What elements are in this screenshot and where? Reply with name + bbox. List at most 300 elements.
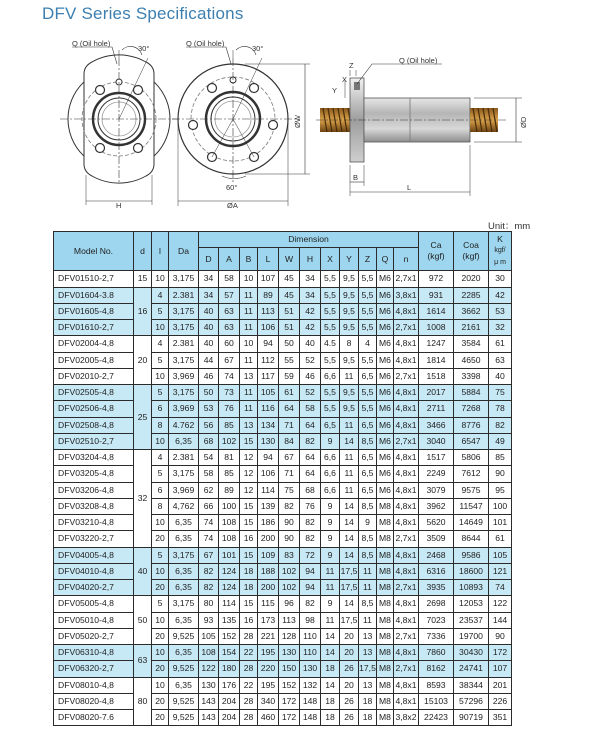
table-cell: 8,5 xyxy=(359,596,377,612)
table-cell: 61 xyxy=(489,531,512,547)
table-cell: 64 xyxy=(279,401,300,417)
dim-a-label: ØA xyxy=(227,201,238,210)
header-dim-l: L xyxy=(258,248,279,271)
table-cell: 130 xyxy=(199,677,219,693)
table-cell: 74 xyxy=(219,368,240,384)
table-cell: 6,35 xyxy=(169,677,199,693)
table-cell: 3509 xyxy=(419,531,454,547)
table-cell: 76 xyxy=(300,498,321,514)
header-ca-label: Ca xyxy=(430,240,442,251)
table-cell: M6 xyxy=(377,450,394,466)
table-cell: 6,35 xyxy=(169,645,199,661)
table-cell: 2,7x1 xyxy=(394,320,419,336)
table-cell: 6,35 xyxy=(169,433,199,449)
table-cell: 20 xyxy=(152,693,169,709)
table-cell: 101 xyxy=(489,515,512,531)
table-cell: 53 xyxy=(489,303,512,319)
table-cell: 108 xyxy=(219,515,240,531)
table-cell: 90 xyxy=(279,531,300,547)
table-cell: 15 xyxy=(240,515,258,531)
table-cell: 16 xyxy=(240,531,258,547)
table-cell: M8 xyxy=(377,677,394,693)
table-cell: 56 xyxy=(199,417,219,433)
table-cell: 2,7x1 xyxy=(394,628,419,644)
table-cell: 9 xyxy=(321,433,340,449)
table-cell: 45 xyxy=(279,271,300,287)
table-cell: 12 xyxy=(240,482,258,498)
table-cell: 1247 xyxy=(419,336,454,352)
table-cell: 3,175 xyxy=(169,352,199,368)
table-header-row-1 xyxy=(54,232,512,248)
table-cell: 6,35 xyxy=(169,515,199,531)
table-cell: 5,5 xyxy=(359,352,377,368)
table-cell: 100 xyxy=(489,498,512,514)
header-dim-z: Z xyxy=(359,248,377,271)
table-cell: 89 xyxy=(219,482,240,498)
table-cell: 50 xyxy=(199,385,219,401)
table-cell: 3,175 xyxy=(169,271,199,287)
table-cell: 5 xyxy=(152,303,169,319)
table-cell: 14 xyxy=(340,515,359,531)
table-cell: 154 xyxy=(219,645,240,661)
table-cell: 52 xyxy=(300,385,321,401)
model-cell: DFV04020-2,7 xyxy=(54,580,134,596)
model-cell: DFV01610-2,7 xyxy=(54,320,134,336)
table-cell: 134 xyxy=(258,417,279,433)
table-cell: 6 xyxy=(152,401,169,417)
table-cell: M6 xyxy=(377,336,394,352)
table-cell: 22423 xyxy=(419,710,454,726)
table-cell: 4,8x1 xyxy=(394,385,419,401)
header-dim-b: B xyxy=(240,248,258,271)
oil-hole-label-middle: Q (Oil hole) xyxy=(186,39,225,48)
table-cell: 7860 xyxy=(419,645,454,661)
table-row xyxy=(54,352,512,368)
table-cell: 40 xyxy=(489,368,512,384)
table-cell: 51 xyxy=(279,320,300,336)
table-cell: 66 xyxy=(199,498,219,514)
table-cell: 113 xyxy=(258,303,279,319)
table-cell: 2017 xyxy=(419,385,454,401)
table-cell: 28 xyxy=(240,693,258,709)
table-cell: 5620 xyxy=(419,515,454,531)
table-cell: 34 xyxy=(199,271,219,287)
dim-w-label: ØW xyxy=(293,115,302,128)
table-cell: 11 xyxy=(321,612,340,628)
table-cell: 148 xyxy=(300,693,321,709)
table-cell: 75 xyxy=(489,385,512,401)
table-cell: M6 xyxy=(377,417,394,433)
header-dimension: Dimension xyxy=(199,232,419,248)
table-cell: 116 xyxy=(258,401,279,417)
specifications-table xyxy=(53,231,512,726)
dim-y-label: Y xyxy=(332,86,338,95)
table-cell: 85 xyxy=(219,417,240,433)
table-cell: 26 xyxy=(340,693,359,709)
model-cell: DFV06320-2,7 xyxy=(54,661,134,677)
table-cell: 4,8x1 xyxy=(394,482,419,498)
header-coa xyxy=(454,232,489,271)
table-cell: 94 xyxy=(258,450,279,466)
table-cell: 144 xyxy=(489,612,512,628)
header-coa-label: Coa xyxy=(463,240,479,251)
table-cell: 6,6 xyxy=(321,368,340,384)
table-cell: 5,5 xyxy=(321,401,340,417)
table-cell: 74 xyxy=(199,531,219,547)
table-cell: 9 xyxy=(321,547,340,563)
table-cell: 8,5 xyxy=(359,531,377,547)
table-cell: 130 xyxy=(258,433,279,449)
group-d-cell: 20 xyxy=(134,336,152,385)
table-cell: 67 xyxy=(219,352,240,368)
table-cell: 15 xyxy=(240,433,258,449)
table-cell: 122 xyxy=(489,596,512,612)
table-cell: 52 xyxy=(300,352,321,368)
table-cell: 4,8x1 xyxy=(394,547,419,563)
table-cell: 2,7x1 xyxy=(394,433,419,449)
table-cell: 221 xyxy=(258,628,279,644)
model-cell: DFV05010-4,8 xyxy=(54,612,134,628)
table-cell: 150 xyxy=(279,661,300,677)
table-cell: 172 xyxy=(279,710,300,726)
group-d-cell: 15 xyxy=(134,271,152,287)
table-cell: 3,175 xyxy=(169,385,199,401)
table-cell: 226 xyxy=(489,693,512,709)
table-cell: 11 xyxy=(240,320,258,336)
table-cell: 108 xyxy=(219,531,240,547)
table-cell: M8 xyxy=(377,661,394,677)
table-cell: 9 xyxy=(359,515,377,531)
table-cell: 112 xyxy=(258,352,279,368)
table-row xyxy=(54,531,512,547)
table-cell: 18 xyxy=(359,693,377,709)
table-cell: 6,5 xyxy=(359,417,377,433)
table-cell: M6 xyxy=(377,482,394,498)
table-cell: 59 xyxy=(279,368,300,384)
table-cell: 11 xyxy=(240,385,258,401)
group-d-cell: 50 xyxy=(134,596,152,645)
angle-30-middle: 30° xyxy=(252,44,264,53)
table-row xyxy=(54,336,512,352)
table-cell: 3584 xyxy=(454,336,489,352)
table-row xyxy=(54,433,512,449)
table-cell: 130 xyxy=(300,661,321,677)
table-cell: 6,35 xyxy=(169,531,199,547)
table-cell: 188 xyxy=(258,563,279,579)
table-cell: 40 xyxy=(199,320,219,336)
table-cell: 63 xyxy=(219,303,240,319)
table-cell: 81 xyxy=(219,450,240,466)
table-cell: 5,5 xyxy=(359,401,377,417)
oil-hole-label-side: Q (Oil hole) xyxy=(399,56,438,65)
table-cell: 40 xyxy=(199,303,219,319)
header-dim-h: H xyxy=(300,248,321,271)
table-cell: 4.762 xyxy=(169,417,199,433)
table-cell: 931 xyxy=(419,287,454,303)
table-cell: 6,35 xyxy=(169,563,199,579)
table-cell: 8162 xyxy=(419,661,454,677)
model-cell: DFV05020-2,7 xyxy=(54,628,134,644)
table-cell: 90719 xyxy=(454,710,489,726)
table-cell: 71 xyxy=(279,417,300,433)
table-cell: 5 xyxy=(152,466,169,482)
table-cell: 13 xyxy=(359,645,377,661)
table-row xyxy=(54,271,512,287)
table-cell: 195 xyxy=(258,677,279,693)
table-cell: 11 xyxy=(359,580,377,596)
table-cell: 20 xyxy=(152,628,169,644)
model-cell: DFV03208-4,8 xyxy=(54,498,134,514)
header-k-unit2: μ m xyxy=(494,259,506,267)
table-cell: 11 xyxy=(321,563,340,579)
header-k-unit1: kgf/ xyxy=(494,247,506,255)
table-row xyxy=(54,401,512,417)
table-cell: 109 xyxy=(258,547,279,563)
table-cell: 105 xyxy=(489,547,512,563)
table-cell: 114 xyxy=(258,482,279,498)
table-cell: 2.381 xyxy=(169,336,199,352)
table-row xyxy=(54,368,512,384)
header-da: Da xyxy=(169,232,199,271)
table-cell: 58 xyxy=(219,271,240,287)
table-cell: 13 xyxy=(359,628,377,644)
table-cell: 12 xyxy=(240,466,258,482)
table-cell: 64 xyxy=(300,450,321,466)
table-cell: 10 xyxy=(152,433,169,449)
table-cell: 44 xyxy=(199,352,219,368)
table-cell: 204 xyxy=(219,693,240,709)
table-cell: 2.381 xyxy=(169,450,199,466)
table-cell: 1517 xyxy=(419,450,454,466)
table-cell: 114 xyxy=(219,596,240,612)
table-cell: 34 xyxy=(300,271,321,287)
table-cell: 16 xyxy=(240,612,258,628)
table-cell: 106 xyxy=(258,320,279,336)
table-cell: 26 xyxy=(340,710,359,726)
table-cell: 117 xyxy=(258,368,279,384)
table-cell: 96 xyxy=(279,596,300,612)
table-row xyxy=(54,385,512,401)
table-cell: 9,525 xyxy=(169,661,199,677)
table-cell: 2161 xyxy=(454,320,489,336)
table-cell: 51 xyxy=(279,303,300,319)
table-cell: 176 xyxy=(219,677,240,693)
table-cell: 10 xyxy=(152,645,169,661)
table-cell: 201 xyxy=(489,677,512,693)
table-cell: 3398 xyxy=(454,368,489,384)
group-d-cell: 63 xyxy=(134,645,152,678)
table-cell: 11 xyxy=(340,368,359,384)
table-cell: 5 xyxy=(152,547,169,563)
table-cell: 18 xyxy=(321,693,340,709)
table-cell: 9,5 xyxy=(340,352,359,368)
table-cell: 82 xyxy=(489,417,512,433)
table-cell: 5,5 xyxy=(359,287,377,303)
table-cell: 23537 xyxy=(454,612,489,628)
table-cell: 11 xyxy=(359,612,377,628)
table-cell: 15 xyxy=(240,498,258,514)
table-cell: M8 xyxy=(377,531,394,547)
table-cell: 143 xyxy=(199,693,219,709)
table-cell: M8 xyxy=(377,693,394,709)
header-k-label: K xyxy=(497,234,503,245)
table-cell: M8 xyxy=(377,596,394,612)
table-cell: 20 xyxy=(152,531,169,547)
table-cell: 22 xyxy=(240,645,258,661)
table-cell: 98 xyxy=(300,612,321,628)
table-cell: 14 xyxy=(340,531,359,547)
model-cell: DFV04005-4,8 xyxy=(54,547,134,563)
table-cell: 83 xyxy=(279,547,300,563)
table-cell: M6 xyxy=(377,433,394,449)
table-cell: M6 xyxy=(377,320,394,336)
table-row xyxy=(54,498,512,514)
table-cell: 2,7x1 xyxy=(394,580,419,596)
table-cell: 58 xyxy=(199,466,219,482)
table-row xyxy=(54,417,512,433)
table-cell: 5,5 xyxy=(321,352,340,368)
table-cell: 11547 xyxy=(454,498,489,514)
table-row xyxy=(54,596,512,612)
table-cell: 5 xyxy=(152,596,169,612)
table-cell: 4 xyxy=(152,336,169,352)
model-cell: DFV01604-3.8 xyxy=(54,287,134,303)
table-cell: 14 xyxy=(321,677,340,693)
model-cell: DFV02506-4,8 xyxy=(54,401,134,417)
table-cell: 82 xyxy=(199,580,219,596)
table-cell: 3,175 xyxy=(169,547,199,563)
table-cell: 5,5 xyxy=(321,385,340,401)
table-cell: 460 xyxy=(258,710,279,726)
table-cell: 64 xyxy=(300,417,321,433)
table-cell: 5,5 xyxy=(321,320,340,336)
table-row xyxy=(54,450,512,466)
table-cell: 90 xyxy=(489,466,512,482)
table-cell: 135 xyxy=(219,612,240,628)
table-cell: 18 xyxy=(321,710,340,726)
model-cell: DFV03205-4,8 xyxy=(54,466,134,482)
table-cell: 82 xyxy=(300,515,321,531)
table-cell: 3,8x1 xyxy=(394,287,419,303)
model-cell: DFV08020-4,8 xyxy=(54,693,134,709)
table-cell: 82 xyxy=(300,433,321,449)
table-cell: 9,5 xyxy=(340,287,359,303)
table-cell: 20 xyxy=(340,628,359,644)
table-cell: 15 xyxy=(240,547,258,563)
table-cell: 26 xyxy=(340,661,359,677)
table-cell: 24741 xyxy=(454,661,489,677)
table-cell: 5,5 xyxy=(321,271,340,287)
table-cell: M8 xyxy=(377,515,394,531)
table-cell: 19700 xyxy=(454,628,489,644)
page-title: DFV Series Specifications xyxy=(42,4,244,23)
table-cell: 61 xyxy=(489,336,512,352)
table-cell: 20 xyxy=(152,580,169,596)
table-cell: 110 xyxy=(300,645,321,661)
table-cell: 20 xyxy=(152,661,169,677)
table-row xyxy=(54,645,512,661)
table-cell: M6 xyxy=(377,368,394,384)
unit-label: Unit：mm xyxy=(488,221,531,232)
table-cell: 8 xyxy=(152,417,169,433)
table-cell: 34 xyxy=(199,287,219,303)
table-cell: 85 xyxy=(219,466,240,482)
table-cell: 9,5 xyxy=(340,320,359,336)
table-cell: 9,5 xyxy=(340,303,359,319)
table-cell: 9586 xyxy=(454,547,489,563)
table-cell: 4.5 xyxy=(321,336,340,352)
table-cell: 2,7x1 xyxy=(394,661,419,677)
dim-b-label: B xyxy=(353,173,359,182)
table-cell: 64 xyxy=(300,466,321,482)
table-cell: M8 xyxy=(377,645,394,661)
table-cell: 13 xyxy=(240,368,258,384)
table-cell: 2698 xyxy=(419,596,454,612)
table-cell: 80 xyxy=(199,596,219,612)
table-cell: 8593 xyxy=(419,677,454,693)
table-cell: 5806 xyxy=(454,450,489,466)
table-cell: 3,969 xyxy=(169,368,199,384)
table-cell: 3,175 xyxy=(169,466,199,482)
table-cell: 9 xyxy=(321,596,340,612)
table-cell: 82 xyxy=(300,531,321,547)
table-cell: 85 xyxy=(489,450,512,466)
table-row xyxy=(54,482,512,498)
table-cell: 90 xyxy=(279,515,300,531)
table-cell: 67 xyxy=(279,450,300,466)
table-cell: 2,7x1 xyxy=(394,531,419,547)
table-cell: M6 xyxy=(377,401,394,417)
table-cell: 4,8x1 xyxy=(394,352,419,368)
table-cell: M8 xyxy=(377,612,394,628)
table-cell: 10 xyxy=(152,677,169,693)
table-row xyxy=(54,320,512,336)
table-cell: 3040 xyxy=(419,433,454,449)
table-cell: 15103 xyxy=(419,693,454,709)
header-dim-y: Y xyxy=(340,248,359,271)
table-cell: 28 xyxy=(240,628,258,644)
table-cell: 61 xyxy=(279,385,300,401)
table-cell: 6,5 xyxy=(359,368,377,384)
table-cell: 4,8x1 xyxy=(394,515,419,531)
left-front-view xyxy=(60,46,178,205)
table-cell: 42 xyxy=(489,287,512,303)
table-cell: 200 xyxy=(258,580,279,596)
table-cell: 14 xyxy=(340,498,359,514)
table-cell: 2.381 xyxy=(169,287,199,303)
table-cell: 10 xyxy=(152,515,169,531)
table-cell: 105 xyxy=(258,385,279,401)
table-cell: 14 xyxy=(340,433,359,449)
table-cell: 28 xyxy=(240,661,258,677)
table-cell: 4,8x1 xyxy=(394,336,419,352)
table-cell: 55 xyxy=(279,352,300,368)
table-cell: 50 xyxy=(279,336,300,352)
table-cell: 10893 xyxy=(454,580,489,596)
table-cell: 4,8x1 xyxy=(394,677,419,693)
table-cell: 11 xyxy=(240,401,258,417)
table-cell: 6,5 xyxy=(359,482,377,498)
table-cell: 100 xyxy=(219,498,240,514)
table-cell: 13 xyxy=(240,417,258,433)
table-cell: 8,5 xyxy=(359,547,377,563)
table-cell: 3962 xyxy=(419,498,454,514)
table-cell: 102 xyxy=(279,563,300,579)
table-cell: 12 xyxy=(240,450,258,466)
table-row xyxy=(54,515,512,531)
table-cell: 101 xyxy=(219,547,240,563)
table-cell: 102 xyxy=(219,433,240,449)
